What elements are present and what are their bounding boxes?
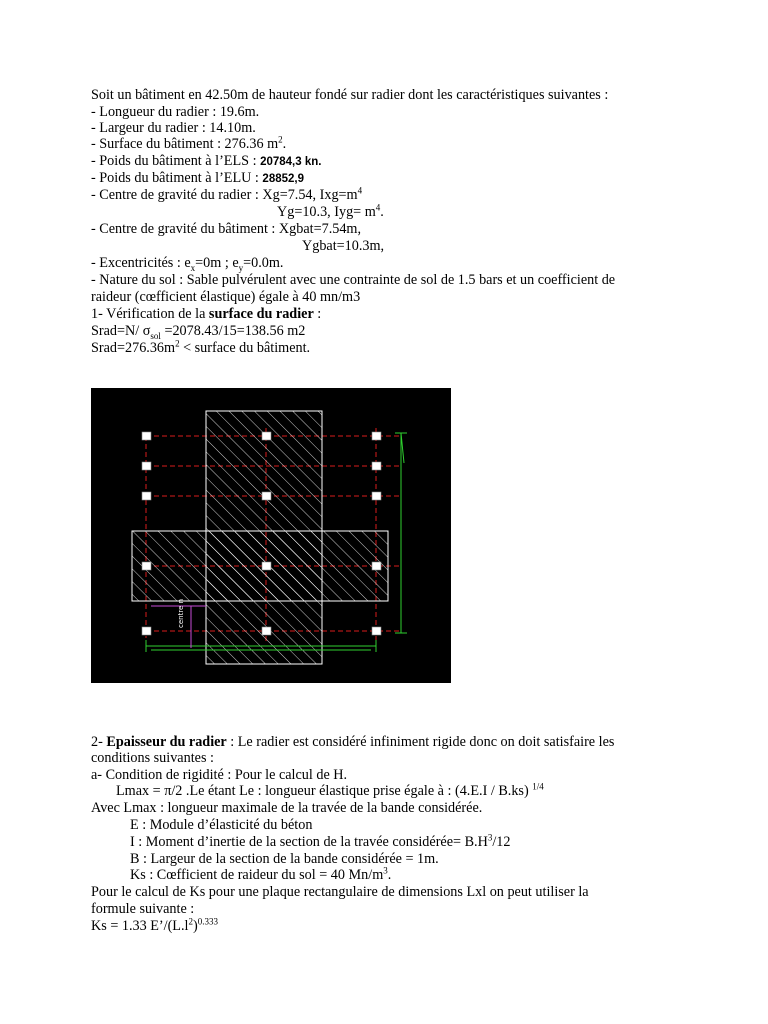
intro-line-3: - Largeur du radier : 14.10m. (91, 120, 256, 136)
section2-line-4: Lmax = π/2 .Le étant Le : longueur élastique prise égale à : (4.E.I / B.ks) $^{1/4}$ (116, 781, 544, 799)
intro-line-2: - Longueur du radier : 19.6m. (91, 104, 260, 120)
intro-line-7b: Yg=10.3, $Iyg= m^4$. (277, 202, 384, 220)
intro-line-8a: - Centre de gravité du bâtiment : Xgbat=7.54m, (91, 221, 362, 237)
intro-line-1: Soit un bâtiment en 42.50m de hauteur fondé sur radier dont les caractéristiques suivantes : (91, 87, 609, 103)
intro-line-6: - Poids du bâtiment à l’ELU : 28852,9 (91, 170, 304, 186)
section2-line-6: E : Module d’élasticité du béton (130, 817, 313, 833)
section2-line-12: Ks = 1.33 $E’/(L.l^2)^{0.333}$ (91, 916, 218, 934)
intro-line-10: - Nature du sol : Sable pulvérulent avec une contrainte de sol de 1.5 bars et un coefficient de (91, 272, 616, 288)
section2-line-9: Ks : Cœfficient de raideur du sol = 40 $Mn/m^3$. (130, 865, 392, 883)
section2-title: 2- Epaisseur du radier : Le radier est considéré infiniment rigide donc on doit satisfaire les (91, 734, 615, 750)
section1-line-2: $Srad=276.36m^2$ < surface du bâtiment. (91, 338, 311, 356)
drawing-label: centre n (177, 598, 185, 628)
intro-line-7a: - Centre de gravité du radier : Xg=7.54, $Ixg=m^4$ (91, 185, 363, 203)
foundation-plan-drawing (91, 388, 451, 683)
intro-line-4: - Surface du bâtiment : 276.36 $m^2$. (91, 134, 287, 152)
section1-line-1: Srad=N/ $\sigma_{sol} =2078.43/15=138.56$ m2 (91, 323, 306, 341)
intro-line-9: - Excentricités : $e_x=0m$ ; $e_y=0.0m$. (91, 255, 284, 273)
section2-line-3: a- Condition de rigidité : Pour le calcul de H. (91, 767, 348, 783)
section2-line-8: B : Largeur de la section de la bande considérée = 1m. (130, 851, 439, 867)
intro-line-8b: Ygbat=10.3m, (302, 238, 385, 254)
section2-line-2: conditions suivantes : (91, 750, 214, 766)
section2-line-11: formule suivante : (91, 901, 195, 917)
intro-line-5: - Poids du bâtiment à l’ELS : 20784,3 kn. (91, 153, 322, 169)
intro-line-11: raideur (cœfficient élastique) égale à 40 mn/m3 (91, 289, 361, 305)
section2-line-7: I : Moment d’inertie de la section de la travée considérée= $B.H^3/12$ (130, 832, 511, 850)
section2-line-10: Pour le calcul de Ks pour une plaque rectangulaire de dimensions Lxl on peut utiliser la (91, 884, 589, 900)
section2-line-5: Avec Lmax : longueur maximale de la travée de la bande considérée. (91, 800, 483, 816)
section1-title: 1- Vérification de la surface du radier : (91, 306, 322, 322)
